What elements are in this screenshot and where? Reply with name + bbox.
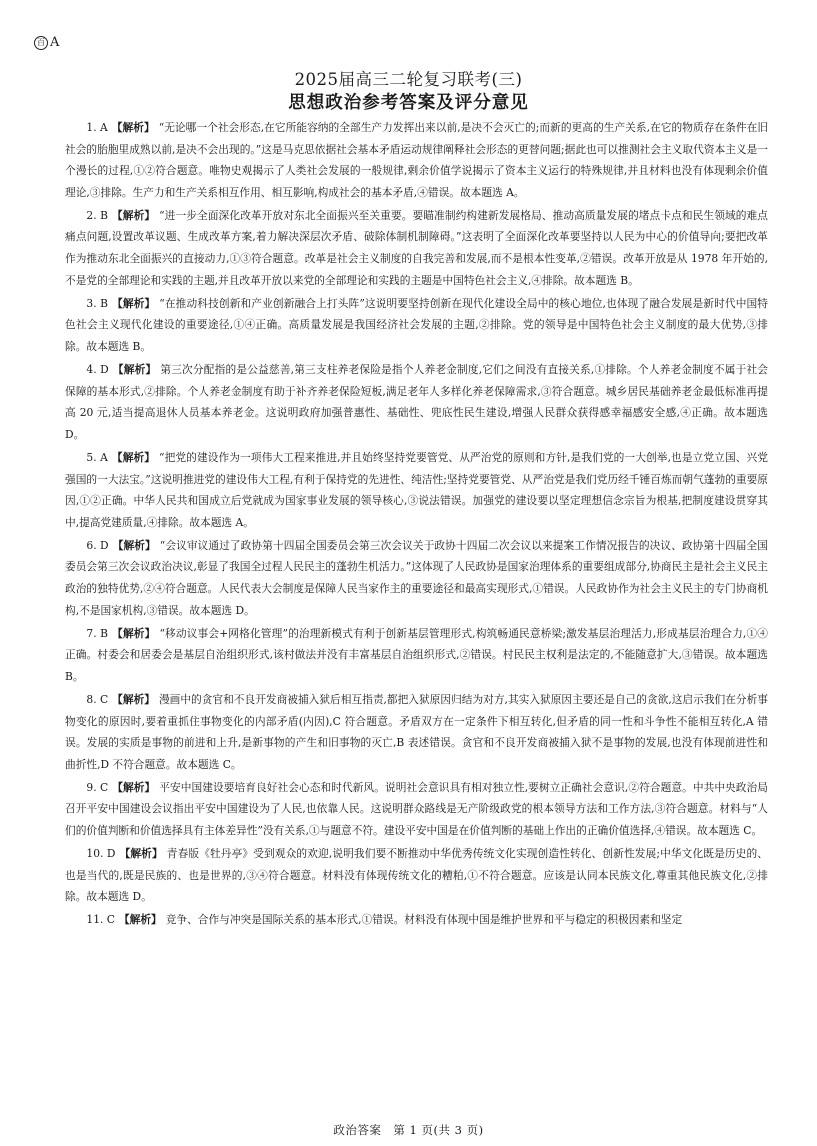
paper-marker [34, 35, 59, 50]
page-footer: 政治答案 第 1 页(共 3 页) [333, 1123, 484, 1137]
analysis-tag: 【解析】 [112, 538, 156, 552]
answer-item [65, 623, 768, 688]
answer-number: 5. A [86, 450, 108, 464]
answer-explanation: “移动议事会+网格化管理”的治理新模式有利于创新基层管理形式,构筑畅通民意桥梁;激发基层治理活力,形成基层治理合力,①④正确。村委会和居委会是基层自治组织形式,该村做法并没有丰富基层自治组织形式,②错误。村民民主权利是法定的,不能随意扩大,③错误。故本题选 B。 [65, 626, 768, 683]
answer-item [65, 359, 768, 445]
answer-item [65, 117, 768, 203]
answer-item [65, 447, 768, 533]
answer-explanation: 青春版《牡丹亭》受到观众的欢迎,说明我们要不断推动中华优秀传统文化实现创造性转化、创新性发展;中华文化既是历史的、也是当代的,既是民族的、也是世界的,③④符合题意。材料没有体现传统文化的糟粕,①不符合题意。应该是认同本民族文化,尊重其他民族文化,②排除。故本题选 D。 [65, 847, 768, 904]
answer-explanation: “无论哪一个社会形态,在它所能容纳的全部生产力发挥出来以前,是决不会灭亡的;而新的更高的生产关系,在它的物质存在条件在旧社会的胎胞里成熟以前,是决不会出现的。”这是马克思依据社会基本矛盾运动规律阐释社会形态的更替问题;据此也可以推测社会主义取代资本主义是一个漫长的过程,①②符合题意。唯物史观揭示了人类社会发展的一般规律,剩余价值学说揭示了资本主义运行的特殊规律,并且材料也没有体现剩余价值理论,③排除。生产力和生产关系相互作用、相互影响,构成社会的基本矛盾,④错误。故本题选 A。 [65, 121, 769, 199]
answer-number: 4. D [86, 363, 109, 377]
answer-number: 9. C [86, 780, 109, 794]
answer-number: 10. D [86, 847, 116, 861]
analysis-tag: 【解析】 [111, 626, 156, 640]
answer-item [65, 205, 768, 291]
answer-number: 1. A [86, 121, 108, 134]
exam-title: 2025届高三二轮复习联考(三) [294, 70, 523, 89]
answer-item [65, 909, 768, 931]
answer-number: 11. C [86, 913, 115, 927]
analysis-tag: 【解析】 [111, 296, 156, 310]
analysis-tag: 【解析】 [111, 450, 156, 464]
answer-explanation: 平安中国建设要培育良好社会心态和时代新风。说明社会意识具有相对独立性,要树立正确社会意识,②符合题意。中共中央政治局召开平安中国建设会议指出平安中国建设为了人民,也依靠人民。这说明群众路线是无产阶级政党的根本领导方法和工作方法,③符合题意。材料与“人们的价值判断和价值选择具有主体差异性”没有关系,①与题意不符。建设平安中国是在价值判断的基础上作出的正确价值选择,④错误。故本题选 C。 [65, 780, 768, 837]
answer-explanation: 竞争、合作与冲突是国际关系的基本形式,①错误。材料没有体现中国是维护世界和平与稳定的积极因素和坚定 [165, 913, 683, 927]
analysis-tag: 【解析】 [112, 363, 157, 377]
answer-item [65, 777, 768, 842]
answer-explanation: 漫画中的贪官和不良开发商被捕入狱后相互指责,都把入狱原因归结为对方,其实入狱原因主要还是自己的贪欲,这启示我们在分析事物变化的原因时,要着重抓住事物变化的内部矛盾(内因),C 符合题意。矛盾双方在一定条件下相互转化,但矛盾的同一性和斗争性不能相互转化,A 错误。发展的实质是事物的前进和上升,是新事物的产生和旧事物的灭亡,B 表述错误。贪官和不良开发商被捕入狱不是事物的发展,也没有体现前进性和曲折性,D 不符合题意。故本题选 C。 [65, 692, 768, 771]
paper-version-letter: A [50, 35, 60, 50]
answer-item [65, 535, 768, 621]
answer-item [65, 843, 768, 908]
answer-number: 6. D [86, 538, 109, 552]
answer-number: 2. B [86, 208, 108, 222]
analysis-tag: 【解析】 [119, 847, 163, 861]
circle-badge-icon: 百 [34, 36, 48, 50]
analysis-tag: 【解析】 [111, 121, 155, 134]
answer-explanation: “会议审议通过了政协第十四届全国委员会第三次会议关于政协十四届二次会议以来提案工作情况报告的决议、政协第十四届全国委员会第三次会议政治决议,彰显了我国全过程人民民主的蓬勃生机活力。”这体现了人民政协是国家治理体系的重要组成部分,协商民主是社会主义民主政治的独特优势,②④符合题意。人民代表大会制度是保障人民当家作主的重要途径和最高实现形式,①错误。人民政协作为社会主义民主的专门协商机构,不是国家机构,③错误。故本题选 D。 [65, 538, 768, 617]
analysis-tag: 【解析】 [111, 208, 156, 222]
answer-list [65, 117, 768, 932]
answer-explanation: “进一步全面深化改革开放对东北全面振兴至关重要。要瞄准制约构建新发展格局、推动高质量发展的堵点卡点和民生领域的难点痛点问题,设置改革议题、生成改革方案,着力解决深层次矛盾、破除体制机制障碍。”这表明了全面深化改革要坚持以人民为中心的价值导向;要把改革作为推动东北全面振兴的直接动力,①③符合题意。改革是社会主义制度的自我完善和发展,而不是根本性变革,②错误。改革开放是从 1978 年开始的,不是党的全部理论和实践的主题,并且改革开放以来党的全部理论和实践的主题是中国特色社会主义,④排除。故本题选 B。 [65, 208, 768, 287]
answer-number: 7. B [86, 626, 108, 640]
answer-explanation: “在推动科技创新和产业创新融合上打头阵”这说明要坚持创新在现代化建设全局中的核心地位,也体现了融合发展是新时代中国特色社会主义现代化建设的重要途径,①④正确。高质量发展是我国经济社会发展的主题,②排除。党的领导是中国特色社会主义制度的最大优势,③排除。故本题选 B。 [65, 296, 768, 353]
answer-item [65, 689, 768, 775]
document-subtitle: 思想政治参考答案及评分意见 [288, 93, 529, 113]
analysis-tag: 【解析】 [118, 913, 162, 927]
answer-number: 3. B [86, 296, 108, 310]
answer-explanation: “把党的建设作为一项伟大工程来推进,并且始终坚持党要管党、从严治党的原则和方针,是我们党的一大创举,也是立党立国、兴党强国的一大法宝。”这说明推进党的建设伟大工程,有利于保持党的先进性、纯洁性;坚持党要管党、从严治党是我们党历经千锤百炼而朝气蓬勃的重要原因,①②正确。中华人民共和国成立后党就成为国家事业发展的领导核心,③说法错误。加强党的建设要以坚定理想信念宗旨为根基,把制度建设贯穿其中,提高党建质量,④排除。故本题选 A。 [65, 450, 768, 529]
answer-number: 8. C [86, 692, 109, 706]
analysis-tag: 【解析】 [112, 692, 155, 706]
answer-item [65, 293, 768, 358]
analysis-tag: 【解析】 [112, 780, 156, 794]
answer-explanation: 第三次分配指的是公益慈善,第三支柱养老保险是指个人养老金制度,它们之间没有直接关系,①排除。个人养老金制度不属于社会保障的基本形式,②排除。个人养老金制度有助于补齐养老保险短板,满足老年人多样化养老保障需求,③符合题意。城乡居民基础养老金最低标准再提高 20 元,适当提高退休人员基本养老金。这说明政府加强普惠性、基础性、兜底性民生建设,增强人民群众获得感幸福感安全感,④正确。故本题选 D。 [65, 363, 768, 441]
